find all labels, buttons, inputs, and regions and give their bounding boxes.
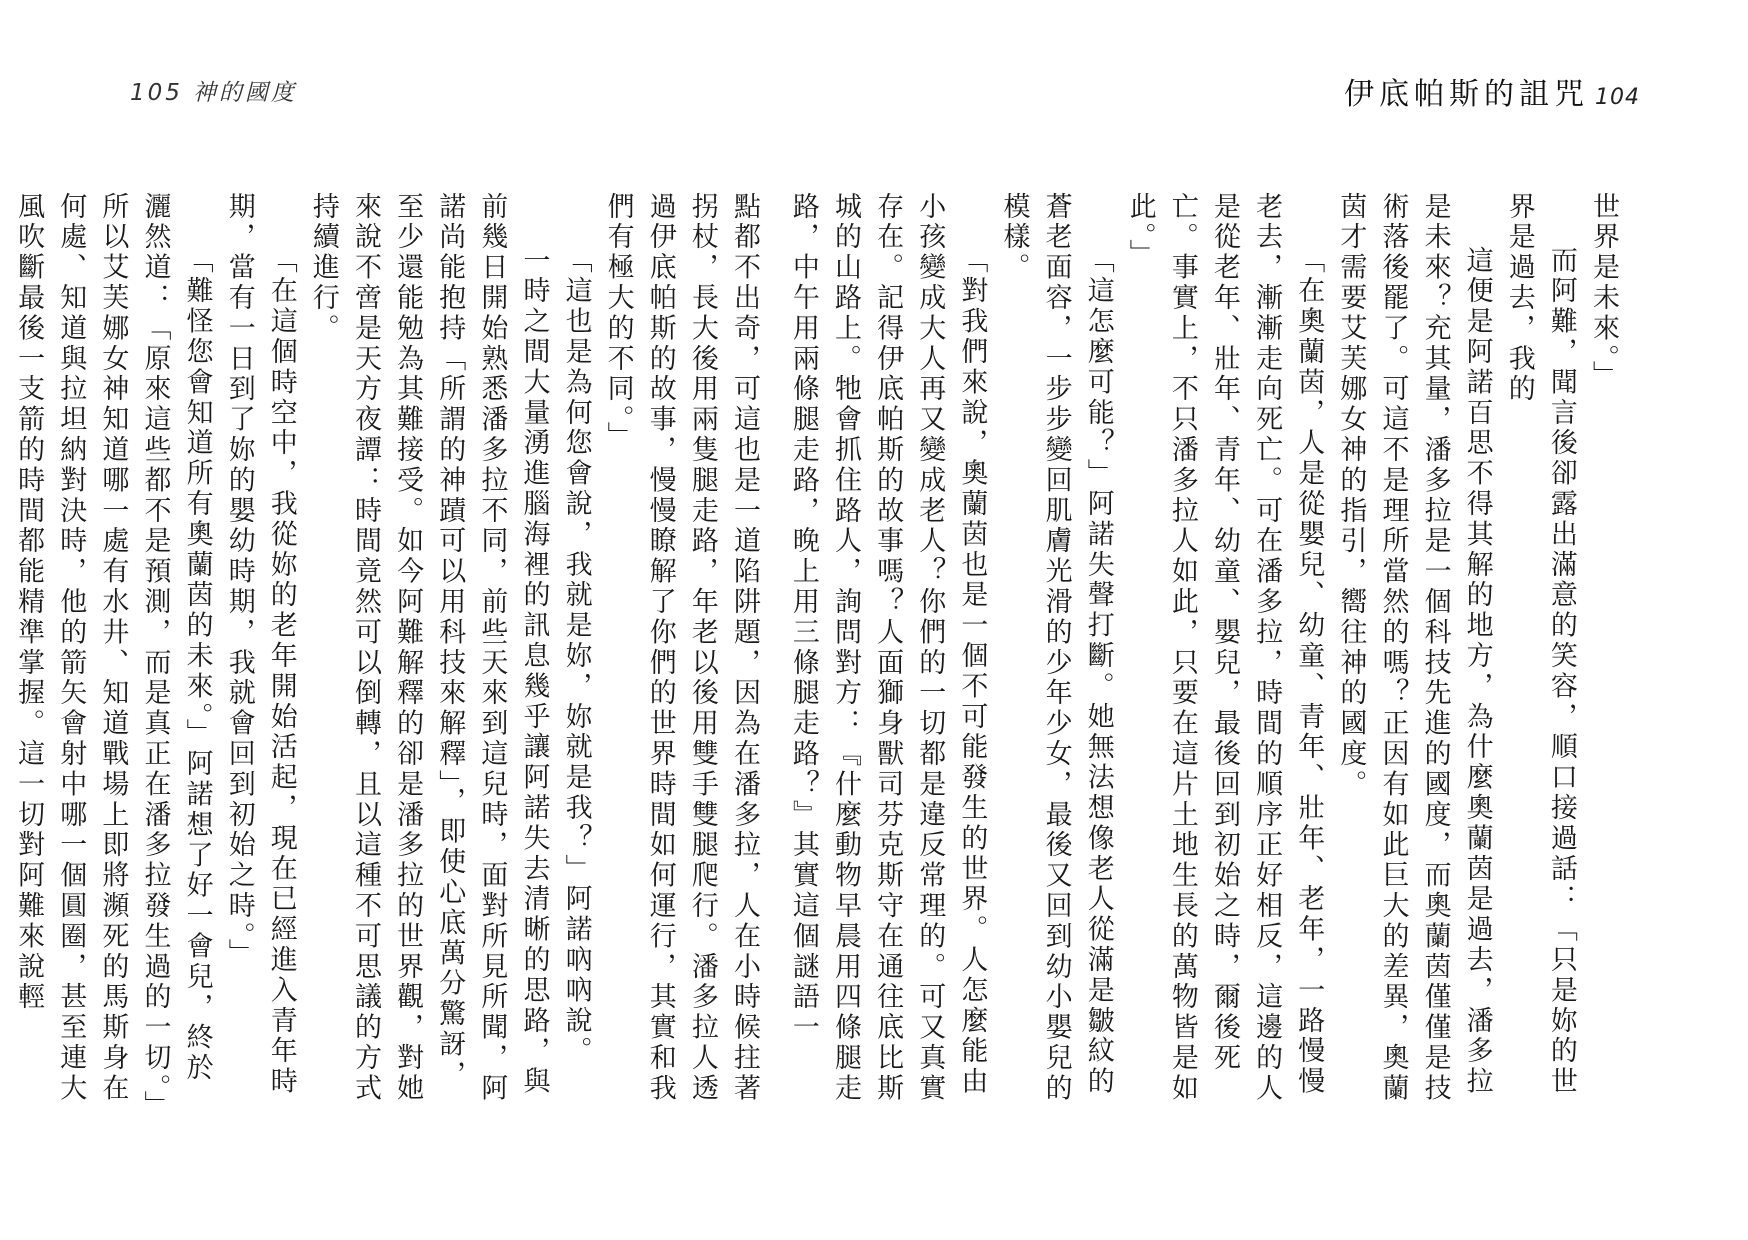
right-page [787,0,1748,1240]
left-page-chapter-title: 神的國度 [192,80,297,106]
right-paragraph-6: 「對我們來說，奧蘭茵也是一個不可能發生的世界。人怎麼能由小孩變成大人再又變成老人？你們的一切都是違反常理的。可又真實存在。記得伊底帕斯的故事嗎？人面獅身獸司芬克斯守在通往底比斯城的山路上。牠會抓住路人，詢問對方：『什麼動物早晨用四條腿走路，中午用兩條腿走路，晚上用三條腿走路？』其實這個謎語一 [787,192,988,1104]
right-paragraph-2: 而阿難，聞言後卻露出滿意的笑容，順口接過話：「只是妳的世界是過去，我的 [1503,192,1577,1098]
right-paragraph-5: 「這怎麼可能？」阿諾失聲打斷。她無法想像老人從滿是皺紋的蒼老面容，一步步變回肌膚光滑的少年少女，最後又回到幼小嬰兒的模樣。 [998,192,1114,1104]
left-paragraph-5: 「難怪您會知道所有奧蘭茵的未來。」阿諾想了好一會兒，終於灑然道：「原來這些都不是預測，而是真正在潘多拉發生過的一切。」所以艾芙娜女神知道哪一處有水井、知道戰場上即將瀕死的馬斯身在何處、知道與拉坦納對決時，他的箭矢會射中哪一個圓圈，甚至連大風吹斷最後一支箭的時間都能精準掌握。這一切對阿難來說輕 [13,192,213,1108]
left-paragraph-3: 一時之間大量湧進腦海裡的訊息幾乎讓阿諾失去清晰的思路，與前幾日開始熟悉潘多拉不同，前些天來到這兒時，面對所見所聞，阿諾尚能抱持「所謂的神蹟可以用科技來解釋」，即使心底萬分驚訝，至少還能勉為其難接受。如今阿難解釋的卻是潘多拉的世界觀，對她來說不啻是天方夜譚：時間竟然可以倒轉，且以這種不可思議的方式持續進行。 [307,192,550,1104]
right-page-header [1344,77,1640,112]
left-paragraph-2: 「這也是為何您會說，我就是妳，妳就是我？」阿諾吶吶說。 [560,246,592,1067]
right-page-chapter-title: 伊底帕斯的詛咒 [1344,77,1589,112]
left-page-number: 105 [130,80,183,106]
left-page-body [13,192,765,1112]
right-paragraph-3: 這便是阿諾百思不得其解的地方，為什麼奧蘭茵是過去，潘多拉是未來？充其量，潘多拉是一個科技先進的國度，而奧蘭茵僅僅是技術落後罷了。可這不是理所當然的嗎？正因有如此巨大的差異，奧蘭茵才需要艾芙娜女神的指引，嚮往神的國度。 [1335,192,1493,1104]
right-paragraph-1: 世界是未來。」 [1588,192,1619,392]
right-page-number: 104 [1595,85,1640,110]
left-paragraph-1: 點都不出奇，可這也是一道陷阱題，因為在潘多拉，人在小時候拄著拐杖，長大後用兩隻腿走路，年老以後用雙手雙腿爬行。潘多拉人透過伊底帕斯的故事，慢慢瞭解了你們的世界時間如何運行，其實和我們有極大的不同。」 [602,192,760,1104]
right-page-body [787,192,1624,1112]
left-paragraph-4: 「在這個時空中，我從妳的老年開始活起，現在已經進入青年時期，當有一日到了妳的嬰幼時期，我就會回到初始之時。」 [223,192,297,1098]
right-paragraph-4: 「在奧蘭茵，人是從嬰兒、幼童、青年、壯年、老年，一路慢慢老去，漸漸走向死亡。可在潘多拉，時間的順序正好相反，這邊的人是從老年、壯年、青年、幼童、嬰兒，最後回到初始之時，爾後死亡。事實上，不只潘多拉人如此，只要在這片土地生長的萬物皆是如此。」 [1124,192,1325,1104]
left-page-header [130,82,297,105]
